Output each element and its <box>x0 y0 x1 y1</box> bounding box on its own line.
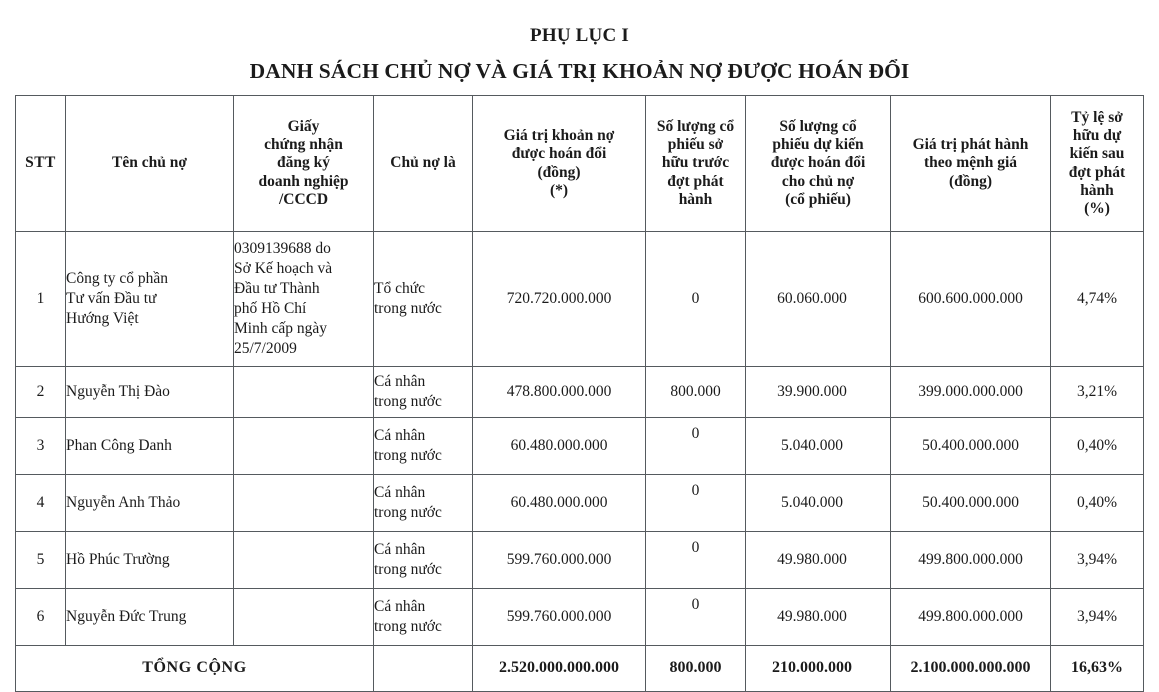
header-line: đợt phát <box>667 172 724 190</box>
cell-stt: 6 <box>16 589 66 646</box>
cell-shares-converted: 49.980.000 <box>746 532 891 589</box>
cell-shares-before: 0 <box>646 232 746 367</box>
cell-debt-value: 478.800.000.000 <box>473 367 646 418</box>
cell-certificate <box>234 532 374 589</box>
cell-shares-before: 0 <box>646 418 746 475</box>
text-line: phố Hồ Chí <box>234 300 307 317</box>
header-line: Số lượng cổ <box>779 117 857 135</box>
cell-creditor-name: Phan Công Danh <box>66 418 234 475</box>
header-line: (cổ phiếu) <box>785 190 851 208</box>
cell-stt: 2 <box>16 367 66 418</box>
table-body <box>16 232 1144 692</box>
header-line: Giá trị phát hành <box>912 136 1029 154</box>
header-line: /CCCD <box>278 190 329 208</box>
cell-debt-value: 599.760.000.000 <box>473 589 646 646</box>
cell-ownership-pct: 3,21% <box>1051 367 1144 418</box>
header-line: đợt phát <box>1068 163 1126 181</box>
header-line: (*) <box>549 181 569 199</box>
total-shares-before: 800.000 <box>646 646 746 692</box>
cell-ownership-pct: 0,40% <box>1051 418 1144 475</box>
total-ownership-pct: 16,63% <box>1051 646 1144 692</box>
cell-creditor-type <box>374 367 473 418</box>
header-line: hữu trước <box>661 154 730 172</box>
column-header-creditor-type: Chủ nợ là <box>374 96 473 232</box>
cell-issue-value: 499.800.000.000 <box>891 532 1051 589</box>
cell-ownership-pct: 0,40% <box>1051 475 1144 532</box>
cell-creditor-name: Nguyễn Anh Thảo <box>66 475 234 532</box>
column-header-ownership-pct <box>1051 96 1144 232</box>
text-line: trong nước <box>374 393 442 410</box>
text-line: trong nước <box>374 504 442 521</box>
total-debt-value: 2.520.000.000.000 <box>473 646 646 692</box>
cell-issue-value: 50.400.000.000 <box>891 418 1051 475</box>
header-line: hành <box>678 190 713 208</box>
text-line: Cá nhân <box>374 541 426 559</box>
table-total-row <box>16 646 1144 692</box>
cell-shares-converted: 5.040.000 <box>746 475 891 532</box>
text-line: trong nước <box>374 618 442 635</box>
text-line: Công ty cổ phần <box>66 270 169 288</box>
cell-debt-value: 720.720.000.000 <box>473 232 646 367</box>
text-line: Cá nhân <box>374 427 426 445</box>
cell-debt-value: 60.480.000.000 <box>473 475 646 532</box>
header-line: phiếu dự kiến <box>772 136 864 154</box>
cell-shares-converted: 5.040.000 <box>746 418 891 475</box>
cell-creditor-type <box>374 475 473 532</box>
text-line: trong nước <box>374 300 442 317</box>
table-row <box>16 589 1144 646</box>
header-line: Số lượng cổ <box>656 117 735 135</box>
text-line: Cá nhân <box>374 484 426 502</box>
column-header-shares-converted <box>746 96 891 232</box>
cell-creditor-name: Nguyễn Đức Trung <box>66 589 234 646</box>
header-line: (%) <box>1084 200 1110 218</box>
table-header-row <box>16 96 1144 232</box>
creditor-table <box>15 95 1144 692</box>
cell-shares-before: 0 <box>646 475 746 532</box>
cell-certificate <box>234 232 374 367</box>
cell-certificate <box>234 418 374 475</box>
cell-issue-value: 50.400.000.000 <box>891 475 1051 532</box>
total-label: TỔNG CỘNG <box>16 646 374 692</box>
cell-issue-value: 399.000.000.000 <box>891 367 1051 418</box>
total-creditor-type <box>374 646 473 692</box>
cell-creditor-type <box>374 589 473 646</box>
cell-shares-converted: 60.060.000 <box>746 232 891 367</box>
cell-debt-value: 599.760.000.000 <box>473 532 646 589</box>
page-subtitle: DANH SÁCH CHỦ NỢ VÀ GIÁ TRỊ KHOẢN NỢ ĐƯỢC HOÁN ĐỔI <box>249 58 910 83</box>
cell-stt: 5 <box>16 532 66 589</box>
cell-issue-value: 600.600.000.000 <box>891 232 1051 367</box>
header-line: Tỷ lệ sở <box>1071 108 1123 126</box>
cell-stt: 3 <box>16 418 66 475</box>
cell-ownership-pct: 3,94% <box>1051 532 1144 589</box>
page-title: PHỤ LỤC I <box>530 25 629 46</box>
cell-certificate <box>234 475 374 532</box>
cell-stt: 4 <box>16 475 66 532</box>
header-line: hữu dự <box>1072 126 1122 144</box>
text-line: Tổ chức <box>374 280 426 298</box>
column-header-creditor-name: Tên chủ nợ <box>66 96 234 232</box>
header-line: Giá trị khoản nợ <box>503 126 615 144</box>
text-line: Tư vấn Đầu tư <box>66 290 157 308</box>
cell-creditor-type <box>374 232 473 367</box>
table-row <box>16 232 1144 367</box>
column-header-stt: STT <box>16 96 66 232</box>
text-line: trong nước <box>374 561 442 578</box>
text-line: Minh cấp ngày <box>234 320 327 338</box>
cell-shares-converted: 39.900.000 <box>746 367 891 418</box>
cell-certificate <box>234 367 374 418</box>
header-line: đăng ký <box>277 154 330 172</box>
cell-creditor-name: Hồ Phúc Trường <box>66 532 234 589</box>
column-header-shares-before <box>646 96 746 232</box>
column-header-issue-value <box>891 96 1051 232</box>
header-line: được hoán đổi <box>770 154 866 172</box>
total-issue-value: 2.100.000.000.000 <box>891 646 1051 692</box>
cell-stt: 1 <box>16 232 66 367</box>
table-row <box>16 475 1144 532</box>
header-line: (đồng) <box>537 163 581 181</box>
document-titles <box>0 0 1159 84</box>
header-line: kiến sau <box>1069 145 1125 163</box>
cell-certificate <box>234 589 374 646</box>
text-line: Đầu tư Thành <box>234 279 320 297</box>
header-line: hành <box>1080 181 1114 199</box>
cell-debt-value: 60.480.000.000 <box>473 418 646 475</box>
header-line: cho chủ nợ <box>781 172 855 190</box>
text-line: 25/7/2009 <box>234 340 297 358</box>
header-line: phiếu sở <box>667 136 724 154</box>
table-row <box>16 532 1144 589</box>
cell-creditor-name <box>66 232 234 367</box>
header-line: doanh nghiệp <box>258 172 349 190</box>
header-line: theo mệnh giá <box>924 154 1017 172</box>
header-line: Giấy <box>287 117 320 135</box>
text-line: Cá nhân <box>374 373 426 391</box>
creditor-table-container <box>15 95 1143 692</box>
header-line: được hoán đổi <box>511 145 607 163</box>
cell-shares-converted: 49.980.000 <box>746 589 891 646</box>
column-header-debt-value <box>473 96 646 232</box>
cell-ownership-pct: 4,74% <box>1051 232 1144 367</box>
cell-shares-before: 0 <box>646 532 746 589</box>
total-shares-converted: 210.000.000 <box>746 646 891 692</box>
cell-shares-before: 0 <box>646 589 746 646</box>
cell-creditor-type <box>374 532 473 589</box>
text-line: Hướng Việt <box>66 309 139 327</box>
table-row <box>16 367 1144 418</box>
text-line: trong nước <box>374 447 442 464</box>
cell-shares-before: 800.000 <box>646 367 746 418</box>
header-line: chứng nhận <box>264 136 343 154</box>
text-line: Sở Kế hoạch và <box>234 259 333 277</box>
text-line: Cá nhân <box>374 598 426 616</box>
cell-ownership-pct: 3,94% <box>1051 589 1144 646</box>
table-row <box>16 418 1144 475</box>
cell-creditor-name: Nguyễn Thị Đào <box>66 367 234 418</box>
header-line: (đồng) <box>948 172 993 190</box>
cell-issue-value: 499.800.000.000 <box>891 589 1051 646</box>
column-header-certificate <box>234 96 374 232</box>
cell-creditor-type <box>374 418 473 475</box>
table-header <box>16 96 1144 232</box>
text-line: 0309139688 do <box>234 239 331 257</box>
